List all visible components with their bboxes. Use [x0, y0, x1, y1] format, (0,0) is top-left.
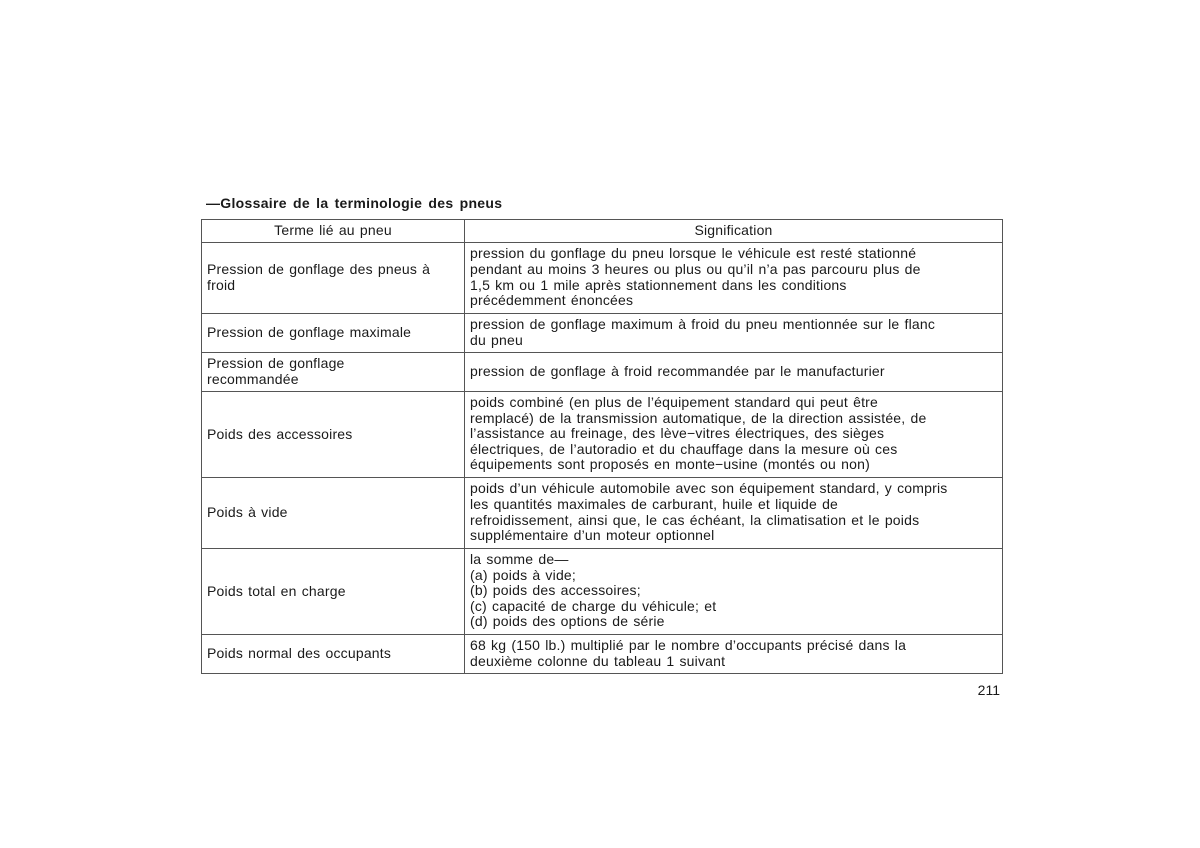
term-line: froid	[207, 277, 236, 293]
meaning-line: pression de gonflage à froid recommandée par le manufacturier	[470, 362, 885, 379]
meaning-cell	[465, 635, 1003, 674]
meaning-cell	[465, 314, 1003, 353]
glossary-body	[202, 243, 1003, 674]
meaning-cell	[465, 549, 1003, 635]
meaning-line: poids d’un véhicule automobile avec son équipement standard, y compris	[470, 480, 948, 497]
term-line: Pression de gonflage	[207, 355, 345, 372]
term-line: Poids des accessoires	[207, 425, 353, 442]
page-number: 211	[977, 682, 1000, 698]
table-row	[202, 392, 1003, 478]
meaning-line: équipements sont proposés en monte−usine (montés ou non)	[470, 456, 870, 473]
term-line: Poids normal des occupants	[207, 645, 392, 662]
table-row	[202, 314, 1003, 353]
meaning-line: pression de gonflage maximum à froid du pneu mentionnée sur le flanc	[470, 315, 936, 332]
glossary-table	[201, 219, 1003, 674]
table-header-row	[202, 220, 1003, 243]
meaning-line: du pneu	[470, 331, 524, 348]
meaning-line: la somme de—	[470, 551, 569, 568]
meaning-line: 68 kg (150 lb.) multiplié par le nombre d’occupants précisé dans la	[470, 636, 907, 653]
term-cell	[202, 314, 465, 353]
table-row	[202, 478, 1003, 549]
table-row	[202, 243, 1003, 314]
term-line: Poids total en charge	[207, 582, 346, 599]
term-cell	[202, 392, 465, 478]
page-heading: —Glossaire de la terminologie des pneus	[206, 195, 503, 211]
meaning-line: électriques, de l’autoradio et du chauffage dans la mesure où ces	[470, 440, 898, 457]
term-cell	[202, 549, 465, 635]
meaning-line: l’assistance au freinage, des lève−vitres électriques, des sièges	[470, 425, 885, 442]
meaning-line: pression du gonflage du pneu lorsque le véhicule est resté stationné	[470, 245, 917, 262]
term-line: Pression de gonflage des pneus à	[207, 261, 431, 278]
term-cell	[202, 478, 465, 549]
term-line: recommandée	[207, 371, 299, 387]
table-row	[202, 635, 1003, 674]
column-header-meaning: Signification	[465, 220, 1003, 243]
meaning-cell	[465, 478, 1003, 549]
meaning-line: supplémentaire d’un moteur optionnel	[470, 527, 715, 544]
meaning-line: pendant au moins 3 heures ou plus ou qu’il n’a pas parcouru plus de	[470, 260, 921, 277]
term-cell	[202, 243, 465, 314]
meaning-cell	[465, 392, 1003, 478]
meaning-line: (a) poids à vide;	[470, 566, 577, 583]
meaning-line: poids combiné (en plus de l’équipement standard qui peut être	[470, 394, 879, 411]
meaning-line: 1,5 km ou 1 mile après stationnement dans les conditions	[470, 276, 847, 293]
meaning-line: précédemment énoncées	[470, 292, 634, 309]
meaning-line: refroidissement, ainsi que, le cas échéant, la climatisation et le poids	[470, 511, 920, 528]
term-line: Poids à vide	[207, 504, 288, 521]
meaning-line: (d) poids des options de série	[470, 613, 665, 630]
table-row	[202, 549, 1003, 635]
meaning-line: (b) poids des accessoires;	[470, 582, 641, 599]
table-row	[202, 353, 1003, 392]
term-cell	[202, 353, 465, 392]
term-line: Pression de gonflage maximale	[207, 324, 412, 341]
meaning-cell	[465, 243, 1003, 314]
column-header-term: Terme lié au pneu	[202, 220, 465, 243]
meaning-line: deuxième colonne du tableau 1 suivant	[470, 652, 726, 669]
meaning-line: remplacé) de la transmission automatique, de la direction assistée, de	[470, 409, 927, 426]
meaning-line: (c) capacité de charge du véhicule; et	[470, 597, 717, 614]
meaning-cell	[465, 353, 1003, 392]
meaning-line: les quantités maximales de carburant, huile et liquide de	[470, 495, 839, 512]
term-cell	[202, 635, 465, 674]
